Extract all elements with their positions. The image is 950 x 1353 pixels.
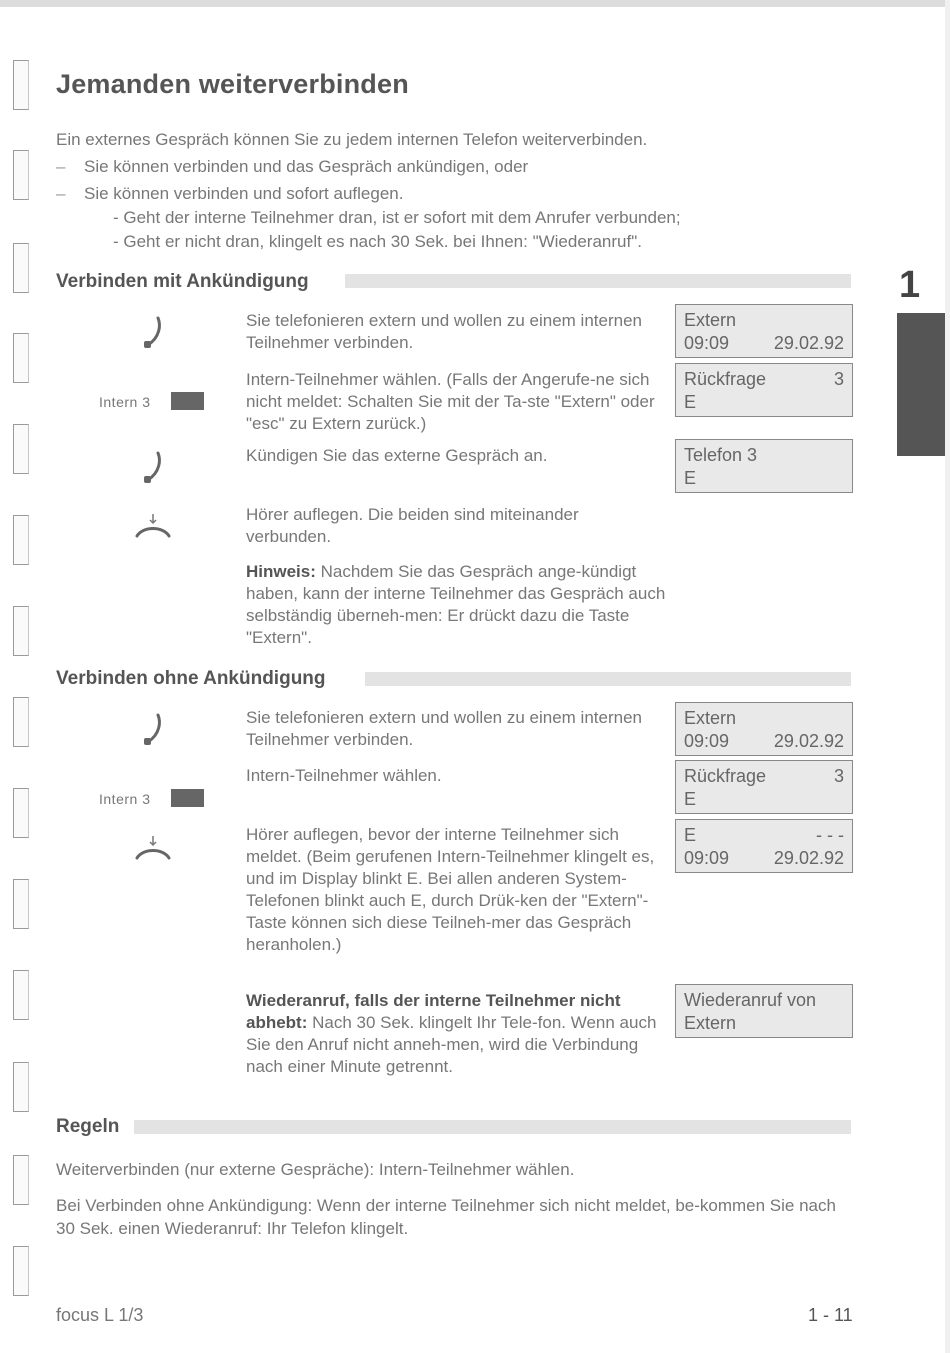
- binder-mark: [13, 970, 33, 1020]
- step-text: Kündigen Sie das externe Gespräch an.: [246, 446, 548, 465]
- intern-key-label: Intern 3: [99, 791, 151, 807]
- handset-lifted-icon: [140, 315, 166, 349]
- footer-product: focus L 1/3: [56, 1305, 144, 1325]
- note-text: Hinweis: Nachdem Sie das Gespräch ange-kündigt haben, kann der interne Teilnehmer das Gespräch auch selbständig überneh-men: Er drückt dazu die Taste "Extern".: [246, 562, 666, 647]
- step-text: Sie telefonieren extern und wollen zu einem internen Teilnehmer verbinden.: [246, 708, 642, 749]
- step-text: Intern-Teilnehmer wählen.: [246, 766, 442, 785]
- handset-lifted-icon: [140, 450, 166, 484]
- step-text: Hörer auflegen. Die beiden sind miteinander verbunden.: [246, 505, 579, 546]
- rule-text: Weiterverbinden (nur externe Gespräche): Intern-Teilnehmer wählen.: [56, 1160, 575, 1179]
- binder-mark: [13, 424, 33, 474]
- intern-key: [171, 392, 204, 410]
- phone-display: Rückfrage 3 E: [675, 760, 853, 814]
- recall-text: Wiederanruf, falls der interne Teilnehmer nicht abhebt: Nach 30 Sek. klingelt Ihr Tele-fon. Wenn auch Sie den Anruf nicht anneh-men, wird die Verbindung nach einer Minute getrennt.: [246, 991, 657, 1076]
- top-edge-line: [0, 0, 950, 7]
- intro-line: Ein externes Gespräch können Sie zu jedem internen Telefon weiterverbinden.: [56, 130, 648, 149]
- handset-hang-up-icon: [133, 834, 173, 864]
- intern-key-label: Intern 3: [99, 394, 151, 410]
- section-bar: [134, 1120, 851, 1134]
- phone-display: Extern 09:09 29.02.92: [675, 304, 853, 358]
- handset-lifted-icon: [140, 712, 166, 746]
- section-heading-without-announcement: Verbinden ohne Ankündigung: [56, 668, 326, 689]
- right-edge-shadow: [945, 0, 950, 1353]
- section-heading-with-announcement: Verbinden mit Ankündigung: [56, 271, 309, 292]
- phone-display: Telefon 3 E: [675, 439, 853, 493]
- binder-mark: [13, 1246, 33, 1296]
- intro-subline: - Geht er nicht dran, klingelt es nach 30 Sek. bei Ihnen: "Wiederanruf".: [113, 232, 642, 251]
- page-title: Jemanden weiterverbinden: [56, 69, 409, 99]
- section-bar: [365, 672, 851, 686]
- chapter-tab-number: 1: [899, 264, 921, 306]
- section-bar: [345, 274, 851, 288]
- handset-hang-up-icon: [133, 512, 173, 542]
- phone-display: Rückfrage 3 E: [675, 363, 853, 417]
- step-text: Hörer auflegen, bevor der interne Teilnehmer sich meldet. (Beim gerufenen Intern-Teilnehmer klingelt es, und im Display blinkt E. Bei allen anderen System-Telefonen blinkt auch E, durch Drük-ken der "Extern"-Taste können sich diese Teilneh-mer das Gespräch heranholen.): [246, 825, 655, 954]
- binder-mark: [13, 333, 33, 383]
- binder-mark: [13, 1062, 33, 1112]
- binder-mark: [13, 788, 33, 838]
- rule-text: Bei Verbinden ohne Ankündigung: Wenn der interne Teilnehmer sich nicht meldet, be-kommen Sie nach 30 Sek. einen Wiederanruf: Ihr Telefon klingelt.: [56, 1196, 836, 1238]
- intro-subline: - Geht der interne Teilnehmer dran, ist er sofort mit dem Anrufer verbunden;: [113, 208, 681, 227]
- intro-bullet: – Sie können verbinden und sofort auflegen.: [56, 184, 404, 203]
- binder-mark: [13, 243, 33, 293]
- phone-display: Extern 09:09 29.02.92: [675, 702, 853, 756]
- binder-mark: [13, 1155, 33, 1205]
- binder-mark: [13, 60, 33, 110]
- binder-mark: [13, 879, 33, 929]
- section-heading-rules: Regeln: [56, 1116, 120, 1137]
- step-text: Sie telefonieren extern und wollen zu einem internen Teilnehmer verbinden.: [246, 311, 642, 352]
- phone-display: Wiederanruf von Extern: [675, 984, 853, 1038]
- intern-key: [171, 789, 204, 807]
- chapter-tab-bar: [897, 313, 945, 456]
- binder-mark: [13, 515, 33, 565]
- phone-display: E - - - 09:09 29.02.92: [675, 819, 853, 873]
- binder-mark: [13, 697, 33, 747]
- step-text: Intern-Teilnehmer wählen. (Falls der Angerufe-ne sich nicht meldet: Schalten Sie mit der Ta-ste "Extern" oder "esc" zu Extern zurück.): [246, 370, 655, 433]
- page-number: 1 - 11: [808, 1305, 853, 1325]
- binder-mark: [13, 606, 33, 656]
- intro-bullet: – Sie können verbinden und das Gespräch ankündigen, oder: [56, 157, 529, 176]
- binder-mark: [13, 150, 33, 200]
